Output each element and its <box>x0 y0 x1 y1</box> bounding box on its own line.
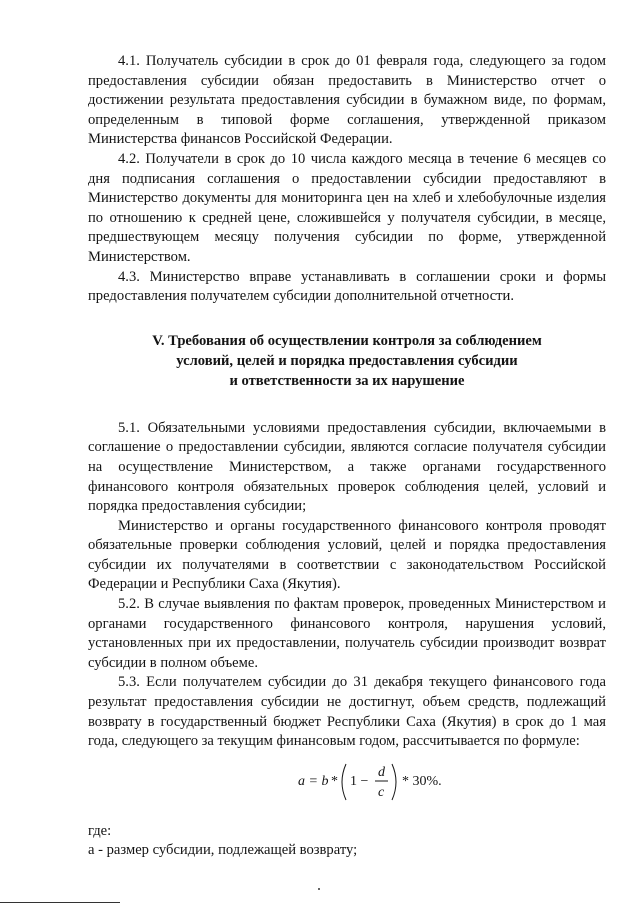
formula-numerator: d <box>378 764 385 780</box>
section-heading-line-2: условий, целей и порядка предоставления субсидии <box>176 352 518 369</box>
section-heading-line-3: и ответственности за их нарушение <box>229 372 465 389</box>
paragraph-4-3: 4.3. Министерство вправе устанавливать в соглашении сроки и формы предоставления получателем субсидии дополнительной отчетности. <box>88 268 606 305</box>
formula-left-paren <box>342 764 346 800</box>
formula-lhs: a = b <box>298 773 329 789</box>
paragraph-4-2: 4.2. Получатели в срок до 10 числа каждого месяца в течение 6 месяцев со дня подписания соглашения о предоставлении субсидии предоставляют в Министерство документы для мониторинга цен на хлеб и хлебобулочные изделия по отношению к средней цене, сложившейся у получателя субсидии, в месяце, предшествующем месяцу получения субсидии по форме, утвержденной Министерством. <box>88 150 606 265</box>
section-heading <box>88 331 606 391</box>
formula-denominator: c <box>378 784 385 800</box>
section-heading-line-1: V. Требования об осуществлении контроля за соблюдением <box>152 332 542 349</box>
formula-multiply: * <box>331 773 338 789</box>
scan-speck <box>318 888 320 890</box>
footer-rule <box>0 902 120 903</box>
paragraph-5-1: 5.1. Обязательными условиями предоставления субсидии, включаемыми в соглашение о предоставлении субсидии, являются согласие получателя субсидии на осуществление Министерством, а также органами государственного финансового контроля обязательных проверок соблюдения целей, условий и порядка предоставления субсидии; <box>88 419 606 515</box>
paragraph-control: Министерство и органы государственного финансового контроля проводят обязательные проверки соблюдения условий, целей и порядка предоставления субсидии их получателями в соответствии с законодательством Российской Федерации и Республики Саха (Якутия). <box>88 517 606 593</box>
refund-formula <box>88 754 606 810</box>
formula-tail: * 30%. <box>402 773 442 789</box>
definition-a: а - размер субсидии, подлежащей возврату; <box>88 842 358 859</box>
formula-right-paren <box>392 764 396 800</box>
where-label: где: <box>88 822 112 839</box>
paragraph-4-1: 4.1. Получатель субсидии в срок до 01 февраля года, следующего за годом предоставления субсидии обязан предоставить в Министерство отчет о достижении результата предоставления субсидии в бумажном виде, по формам, определенным в типовой форме соглашения, утвержденной приказом Министерства финансов Российской Федерации. <box>88 53 606 148</box>
paragraph-5-2: 5.2. В случае выявления по фактам проверок, проведенных Министерством и органами государственного финансового контроля, нарушения условий, установленных при их предоставлении, получатель субсидии производит возврат субсидии в полном объеме. <box>88 596 606 671</box>
formula-one-minus: 1 − <box>350 773 369 789</box>
document-page <box>88 52 606 861</box>
paragraph-5-3: 5.3. Если получателем субсидии до 31 декабря текущего финансового года результат предоставления субсидии не достигнут, объем средств, подлежащий возврату в государственный бюджет Республики Саха (Якутия) в срок до 1 мая года, следующего за текущим финансовым годом, рассчитывается по формуле: <box>88 674 606 750</box>
formula-graphic <box>298 754 458 810</box>
